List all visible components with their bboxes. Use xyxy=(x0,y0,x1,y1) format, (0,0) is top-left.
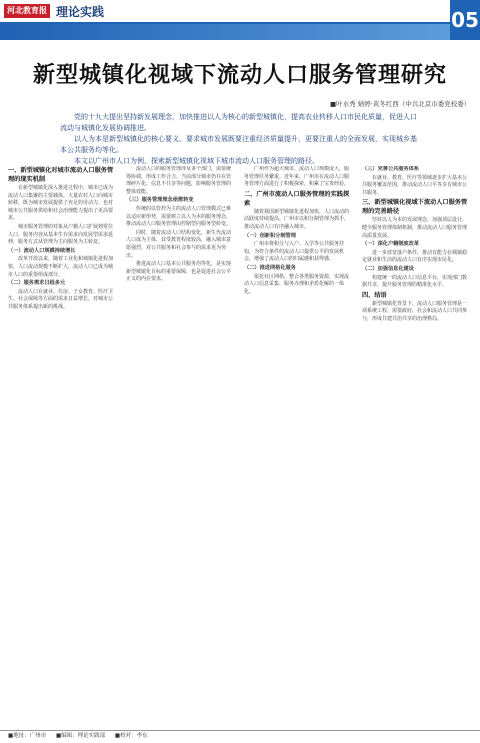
section-heading: （一）流动人口规模持续增长 xyxy=(8,247,76,254)
section-heading: （二）加强信息化建设 xyxy=(362,265,414,272)
page-number: 05 xyxy=(450,0,480,40)
section-heading: 二、广州市流动人口服务管理的实践探索 xyxy=(244,190,350,207)
lead-paragraph: 以人为本是新型城镇化的核心要义。要求城市发展既要注重经济质量提升，更要注重人的全面发展，实现城乡基本公共服务均等化。 xyxy=(60,135,417,154)
newspaper-logo: 河北教育报 xyxy=(4,4,50,18)
section-heading: （二）服务需求日趋多元 xyxy=(8,280,66,287)
section-heading: （二）推进网格化服务 xyxy=(244,264,296,271)
body-paragraph: 依托社区网格，整合各类服务资源，实现流动人口信息采集、服务办理和矛盾化解的一体化。 xyxy=(244,273,350,295)
section-heading: （三）服务管理理念亟需转变 xyxy=(126,197,194,204)
body-paragraph: 改革开放以来，随着工业化和城镇化进程加快，人口流动规模不断扩大，流动人口已成为城市人口的重要组成部分。 xyxy=(8,256,114,278)
body-paragraph: 城市服务管理的对象从户籍人口扩展到常住人口，服务内容从基本生存需求向发展型需求延伸，服务方式从管理为主向服务为主转变。 xyxy=(8,223,114,246)
body-paragraph: 构建统一的流动人口信息平台，实现部门数据共享，提升服务管理的精准化水平。 xyxy=(362,274,468,289)
section-heading: 一、新型城镇化对城市流动人口服务管理的现实机制 xyxy=(8,167,114,183)
body-paragraph: 流动人口的服务管理涉及多个部门，需要统筹协调，形成工作合力。当前部分城市仍存在管理碎片化、信息不共享等问题，影响服务管理的整体效能。 xyxy=(126,166,232,195)
section-heading: （一）深化户籍制度改革 xyxy=(362,241,420,248)
body-paragraph: 推进流动人口基本公共服务均等化，是实现新型城镇化目标的重要保障，也是促进社会公平正义的内在要求。 xyxy=(126,261,232,283)
footer-proofreader: ■校对：李东 xyxy=(114,733,148,739)
body-paragraph: 广州市将积分与入户、入学等公共服务挂钩，为符合条件的流动人口提供公平的发展机会，增强了流动人口的归属感和获得感。 xyxy=(244,241,345,263)
footer-editor: ■编辑：理论实践部 xyxy=(55,733,106,739)
body-paragraph: 随着我国新型城镇化进程加快，人口流动的活跃度持续提高。广州市以积分制管理为抓手，推动流动人口有序融入城市。 xyxy=(244,208,350,230)
body-paragraph: 在就业、教育、医疗等领域逐步扩大基本公共服务覆盖范围，推动流动人口平等享有城市公共服务。 xyxy=(362,174,468,196)
footer-address: ■地址：广州市 xyxy=(8,733,47,739)
body-paragraph: 新型城镇化背景下，流动人口服务管理是一项系统工程，需要政府、社会和流动人口共同参与，形成共建共治共享的治理格局。 xyxy=(362,300,468,322)
lead-paragraph: 本文以广州市人口为例，探索新型城镇化视域下城市流动人口服务管理的路径。 xyxy=(74,157,319,165)
body-paragraph: 广州作为超大城市，流动人口规模庞大，服务管理任务繁重。近年来，广州市在流动人口服务管理方面进行了积极探索，积累了宝贵经验。 xyxy=(244,166,350,188)
header-band xyxy=(0,24,480,40)
section-heading: 三、新型城镇化视域下流动人口服务管理的完善路径 xyxy=(362,199,468,216)
article-headline: 新型城镇化视域下流动人口服务管理研究 xyxy=(32,63,447,88)
body-paragraph: 传统的以管控为主的流动人口管理模式已难以适应新形势，需要树立以人为本的服务理念，推动流动人口服务管理由控制型向服务型转变。 xyxy=(126,205,232,228)
section-heading: （一）创新积分制管理 xyxy=(244,232,296,239)
text-column xyxy=(8,166,116,726)
body-paragraph: 同时，随着流动人口结构变化，新生代流动人口成为主体，其受教育程度较高，融入城市意愿强烈，对公共服务和社会参与的需求更为突出。 xyxy=(126,229,232,259)
article-lead xyxy=(60,112,420,167)
masthead xyxy=(0,0,480,40)
body-paragraph: 流动人口在就业、住房、子女教育、医疗卫生、社会保障等方面的需求日益增长，对城市公共服务体系提出新的挑战。 xyxy=(8,288,114,310)
lead-paragraph: 党的十九大提出坚持新发展理念，加快推进以人为核心的新型城镇化，提高农业转移人口市民化质量，促进人口流动与城镇化发展协调推进。 xyxy=(60,113,417,132)
body-paragraph: 在新型城镇化深入推进过程中，城市已成为流动人口集聚的主要载体。大量农村人口向城市转移，既为城市发展提供了充足的劳动力，也对城市公共服务供给和社会治理能力提出了更高要求。 xyxy=(8,185,114,222)
body-paragraph: 坚持以人为本的发展理念，加强顶层设计，健全服务管理体制机制，推动流动人口服务管理高质量发展。 xyxy=(362,217,468,239)
article-body xyxy=(8,166,472,726)
text-column xyxy=(126,166,234,726)
section-heading: 四、结语 xyxy=(362,291,387,299)
section-title: 理论实践 xyxy=(56,5,105,19)
page-footer xyxy=(0,730,480,743)
article-byline: ■叶水秀 婧婷·黄冬红西（中共北京市委党校委） xyxy=(330,100,471,108)
section-heading: （三）完善公共服务体系 xyxy=(362,166,420,172)
text-column xyxy=(244,166,352,726)
text-column xyxy=(362,166,470,726)
body-paragraph: 进一步放宽落户条件，推动有能力在城镇稳定就业和生活的流动人口有序实现市民化。 xyxy=(362,249,468,264)
